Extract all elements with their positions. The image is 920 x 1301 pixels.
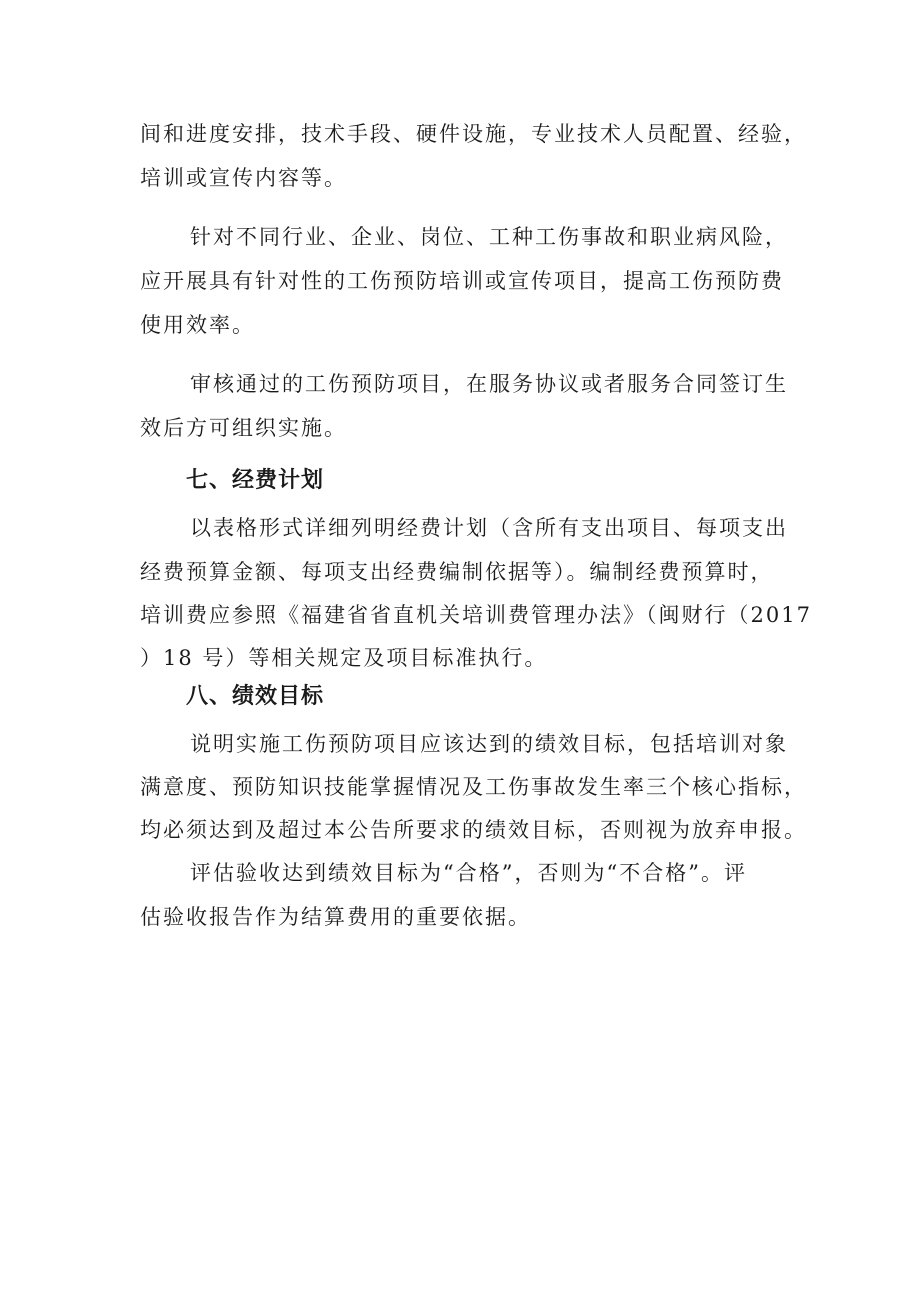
- paragraph-line: 评估验收达到绩效目标为“合格”，否则为“不合格”。评: [190, 861, 747, 885]
- paragraph-line: 说明实施工伤预防项目应该达到的绩效目标，包括培训对象: [190, 732, 788, 756]
- section-heading-performance: 八、绩效目标: [186, 684, 325, 709]
- paragraph-line: 使用效率。: [140, 313, 255, 337]
- paragraph-line: 估验收报告作为结算费用的重要依据。: [140, 905, 531, 929]
- paragraph-line: 以表格形式详细列明经费计划（含所有支出项目、每项支出: [190, 516, 788, 540]
- paragraph-line: 应开展具有针对性的工伤预防培训或宣传项目，提高工伤预防费: [140, 269, 784, 293]
- paragraph-line: 培训或宣传内容等。: [140, 166, 347, 190]
- paragraph-line: ）18 号）等相关规定及项目标准执行。: [140, 646, 548, 670]
- paragraph-line: 间和进度安排，技术手段、硬件设施，专业技术人员配置、经验，: [140, 122, 807, 146]
- paragraph-line: 满意度、预防知识技能掌握情况及工伤事故发生率三个核心指标，: [140, 775, 807, 799]
- paragraph-line: 均必须达到及超过本公告所要求的绩效目标，否则视为放弃申报。: [140, 818, 807, 842]
- paragraph-line: 针对不同行业、企业、岗位、工种工伤事故和职业病风险，: [190, 225, 788, 249]
- paragraph-line: 经费预算金额、每项支出经费编制依据等）。编制经费预算时，: [140, 560, 774, 584]
- paragraph-line: 效后方可组织实施。: [140, 416, 347, 440]
- paragraph-line: 培训费应参照《福建省省直机关培训费管理办法》（闽财行（2017: [140, 603, 812, 627]
- section-heading-budget: 七、经费计划: [186, 468, 325, 493]
- paragraph-line: 审核通过的工伤预防项目，在服务协议或者服务合同签订生: [190, 372, 788, 396]
